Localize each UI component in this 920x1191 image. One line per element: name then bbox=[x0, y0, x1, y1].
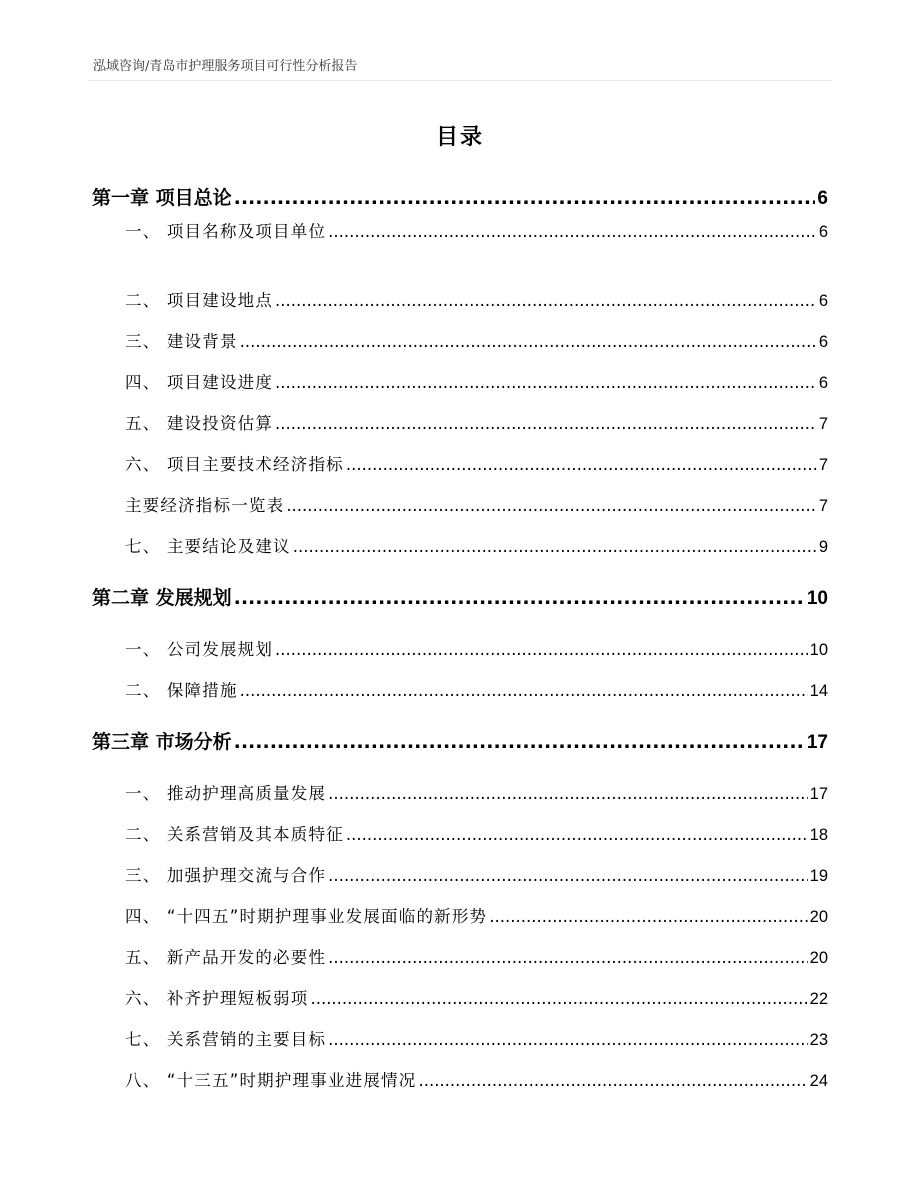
toc-entry-label: 五、 建设投资估算 bbox=[125, 414, 274, 433]
dot-leader bbox=[234, 731, 805, 753]
toc-chapter-3[interactable] bbox=[92, 727, 828, 754]
toc-entry-label: 二、 关系营销及其本质特征 bbox=[125, 825, 344, 844]
dot-leader bbox=[234, 187, 816, 209]
toc-page-number: 6 bbox=[818, 374, 828, 392]
dot-leader bbox=[489, 907, 807, 926]
toc-page-number: 6 bbox=[817, 188, 828, 209]
dot-leader bbox=[240, 681, 808, 700]
toc-page-number: 20 bbox=[809, 949, 828, 967]
toc-entry-label: 主要经济指标一览表 bbox=[125, 496, 285, 515]
toc-section[interactable] bbox=[125, 636, 828, 660]
toc-section[interactable] bbox=[125, 903, 828, 927]
toc-title: 目录 bbox=[435, 125, 484, 150]
toc-entry-label: 一、 公司发展规划 bbox=[125, 640, 274, 659]
toc-section[interactable] bbox=[125, 218, 828, 242]
toc-page-number: 24 bbox=[809, 1072, 828, 1090]
toc-section[interactable] bbox=[125, 780, 828, 804]
toc-page-number: 9 bbox=[818, 538, 828, 556]
dot-leader bbox=[240, 332, 817, 351]
toc-entry-label: 二、 项目建设地点 bbox=[125, 291, 274, 310]
toc-page-number: 6 bbox=[818, 292, 828, 310]
toc-page-number: 17 bbox=[809, 785, 828, 803]
toc-section[interactable] bbox=[125, 492, 828, 516]
toc-entry-label: 七、 主要结论及建议 bbox=[125, 537, 291, 556]
toc-page-number: 7 bbox=[818, 456, 828, 474]
toc-page-number: 17 bbox=[806, 732, 828, 753]
dot-leader bbox=[310, 989, 807, 1008]
toc-entry-label: 六、 补齐护理短板弱项 bbox=[125, 989, 309, 1008]
toc-section[interactable] bbox=[125, 1067, 828, 1091]
dot-leader bbox=[275, 373, 817, 392]
toc-section[interactable] bbox=[125, 410, 828, 434]
toc-entry-label: 三、 建设背景 bbox=[125, 332, 238, 351]
toc-entry-label: 一、 推动护理高质量发展 bbox=[125, 784, 327, 803]
dot-leader bbox=[293, 537, 817, 556]
dot-leader bbox=[328, 948, 807, 967]
header-divider bbox=[88, 80, 832, 81]
toc-page-number: 7 bbox=[818, 497, 828, 515]
toc-section[interactable] bbox=[125, 369, 828, 393]
toc-entry-label: 第二章 发展规划 bbox=[92, 587, 232, 609]
dot-leader bbox=[275, 291, 817, 310]
toc-entry-label: 第一章 项目总论 bbox=[92, 187, 232, 209]
toc-section[interactable] bbox=[125, 287, 828, 311]
dot-leader bbox=[328, 866, 807, 885]
toc-entry-label: 六、 项目主要技术经济指标 bbox=[125, 455, 344, 474]
toc-page-number: 20 bbox=[809, 908, 828, 926]
toc-entry-label: 二、 保障措施 bbox=[125, 681, 238, 700]
toc-entry-label: 四、 项目建设进度 bbox=[125, 373, 274, 392]
toc-page-number: 6 bbox=[818, 223, 828, 241]
toc-section[interactable] bbox=[125, 1026, 828, 1050]
toc-entry-label: 七、 关系营销的主要目标 bbox=[125, 1030, 327, 1049]
toc-section[interactable] bbox=[125, 862, 828, 886]
toc-page-number: 6 bbox=[818, 333, 828, 351]
toc-section[interactable] bbox=[125, 821, 828, 845]
dot-leader bbox=[328, 1030, 807, 1049]
dot-leader bbox=[418, 1071, 807, 1090]
dot-leader bbox=[275, 414, 817, 433]
toc-page-number: 19 bbox=[809, 867, 828, 885]
toc-chapter-2[interactable] bbox=[92, 583, 828, 610]
dot-leader bbox=[286, 496, 817, 515]
toc-section[interactable] bbox=[125, 944, 828, 968]
toc-chapter-1[interactable] bbox=[92, 183, 828, 210]
dot-leader bbox=[346, 825, 808, 844]
toc-entry-label: 第三章 市场分析 bbox=[92, 731, 232, 753]
toc-entry-label: 一、 项目名称及项目单位 bbox=[125, 222, 327, 241]
running-header: 泓域咨询/青岛市护理服务项目可行性分析报告 bbox=[93, 59, 358, 74]
toc-page-number: 7 bbox=[818, 415, 828, 433]
dot-leader bbox=[328, 222, 817, 241]
toc-section[interactable] bbox=[125, 533, 828, 557]
dot-leader bbox=[328, 784, 807, 803]
toc-entry-label: 三、 加强护理交流与合作 bbox=[125, 866, 327, 885]
toc-page-number: 10 bbox=[809, 641, 828, 659]
dot-leader bbox=[346, 455, 817, 474]
toc-entry-label: 五、 新产品开发的必要性 bbox=[125, 948, 327, 967]
dot-leader bbox=[234, 587, 805, 609]
toc-section[interactable] bbox=[125, 985, 828, 1009]
toc-section[interactable] bbox=[125, 328, 828, 352]
toc-page-number: 23 bbox=[809, 1031, 828, 1049]
toc-page-number: 14 bbox=[809, 682, 828, 700]
toc-section[interactable] bbox=[125, 677, 828, 701]
toc-section[interactable] bbox=[125, 451, 828, 475]
toc-page-number: 18 bbox=[809, 826, 828, 844]
toc-entry-label: 四、 “十四五”时期护理事业发展面临的新形势 bbox=[125, 907, 488, 926]
dot-leader bbox=[275, 640, 808, 659]
toc-page-number: 10 bbox=[806, 588, 828, 609]
toc-entry-label: 八、 “十三五”时期护理事业进展情况 bbox=[125, 1071, 417, 1090]
toc-page-number: 22 bbox=[809, 990, 828, 1008]
